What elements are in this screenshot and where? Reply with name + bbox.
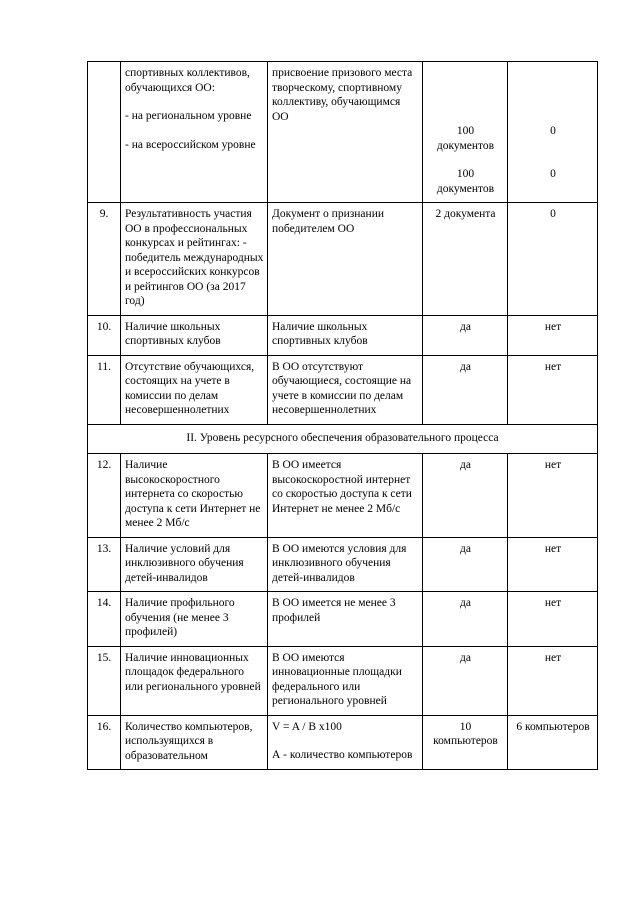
max-value-cell: да (423, 537, 508, 592)
max-value-cell: да (423, 592, 508, 647)
row-number: 14. (88, 592, 121, 647)
method-formula: V = A / B x100 (272, 720, 342, 733)
section-row (88, 424, 598, 454)
indicator-cell: Отсутствие обучающихся, состоящих на учете в комиссии по делам несовершеннолетних (121, 355, 268, 424)
row-number: 12. (88, 454, 121, 538)
max-value: 100 документов (436, 168, 495, 195)
indicator-cell: Наличие высокоскоростного интернета со скоростью доступа к сети Интернет не менее 2 Мб/с (121, 454, 268, 538)
indicators-table (87, 61, 598, 770)
table-row (88, 62, 598, 203)
indicator-text: - на региональном уровне (125, 110, 252, 122)
method-cell: Наличие школьных спортивных клубов (268, 315, 423, 355)
method-cell: Документ о признании победителем ОО (268, 203, 423, 316)
row-number: 10. (88, 315, 121, 355)
max-value-cell: да (423, 646, 508, 715)
table-row (88, 715, 598, 770)
method-cell: В ОО имеется высокоскоростной интернет со скоростью доступа к сети Интернет не менее 2 Мб/с (268, 454, 423, 538)
method-cell: В ОО имеются инновационные площадки федерального или регионального уровней (268, 646, 423, 715)
row-number (88, 62, 121, 203)
actual-value-cell: 0 (508, 203, 598, 316)
table-row (88, 537, 598, 592)
row-number: 9. (88, 203, 121, 316)
row-number: 11. (88, 355, 121, 424)
max-value: 100 документов (436, 125, 495, 152)
table-row (88, 454, 598, 538)
row-number: 15. (88, 646, 121, 715)
indicator-cell: Наличие инновационных площадок федерального или регионального уровней (121, 646, 268, 715)
indicator-text: - на всероссийском уровне (125, 138, 256, 151)
table-row (88, 203, 598, 316)
indicator-cell: Наличие условий для инклюзивного обучения детей-инвалидов (121, 537, 268, 592)
actual-value-cell (508, 62, 598, 203)
max-value-cell: 2 документа (423, 203, 508, 316)
indicator-text: спортивных коллективов, обучающихся ОО: (125, 67, 250, 94)
indicator-cell: Наличие школьных спортивных клубов (121, 315, 268, 355)
actual-value-cell: нет (508, 315, 598, 355)
actual-value: 0 (550, 125, 556, 137)
method-cell: В ОО имеются условия для инклюзивного обучения детей-инвалидов (268, 537, 423, 592)
max-value-cell: да (423, 315, 508, 355)
method-cell: присвоение призового места творческому, спортивному коллективу, обучающимся ОО (268, 62, 423, 203)
row-number: 13. (88, 537, 121, 592)
actual-value-cell: 6 компьютеров (508, 715, 598, 770)
row-number: 16. (88, 715, 121, 770)
indicator-cell (121, 62, 268, 203)
actual-value-cell: нет (508, 537, 598, 592)
table-row (88, 592, 598, 647)
method-cell: В ОО отсутствуют обучающиеся, состоящие на учете в комиссии по делам несовершеннолетних (268, 355, 423, 424)
indicator-cell: Количество компьютеров, используящихся в образовательном (121, 715, 268, 770)
method-note: А - количество компьютеров (272, 749, 413, 761)
actual-value-cell: нет (508, 592, 598, 647)
actual-value: 0 (550, 167, 556, 180)
table-row (88, 355, 598, 424)
method-cell: В ОО имеется не менее 3 профилей (268, 592, 423, 647)
max-value-cell: да (423, 454, 508, 538)
section-heading: II. Уровень ресурсного обеспечения образовательного процесса (88, 424, 598, 454)
actual-value-cell: нет (508, 355, 598, 424)
indicator-cell: Наличие профильного обучения (не менее 3 профилей) (121, 592, 268, 647)
max-value-cell: да (423, 355, 508, 424)
actual-value-cell: нет (508, 454, 598, 538)
max-value-cell: 10 компьютеров (423, 715, 508, 770)
max-value-cell (423, 62, 508, 203)
table-row (88, 646, 598, 715)
actual-value-cell: нет (508, 646, 598, 715)
indicator-cell: Результативность участия ОО в профессиональных конкурсах и рейтингах: - победитель международных и всероссийских конкурсов и рейтингов ОО (за 2017 год) (121, 203, 268, 316)
method-cell (268, 715, 423, 770)
table-row (88, 315, 598, 355)
